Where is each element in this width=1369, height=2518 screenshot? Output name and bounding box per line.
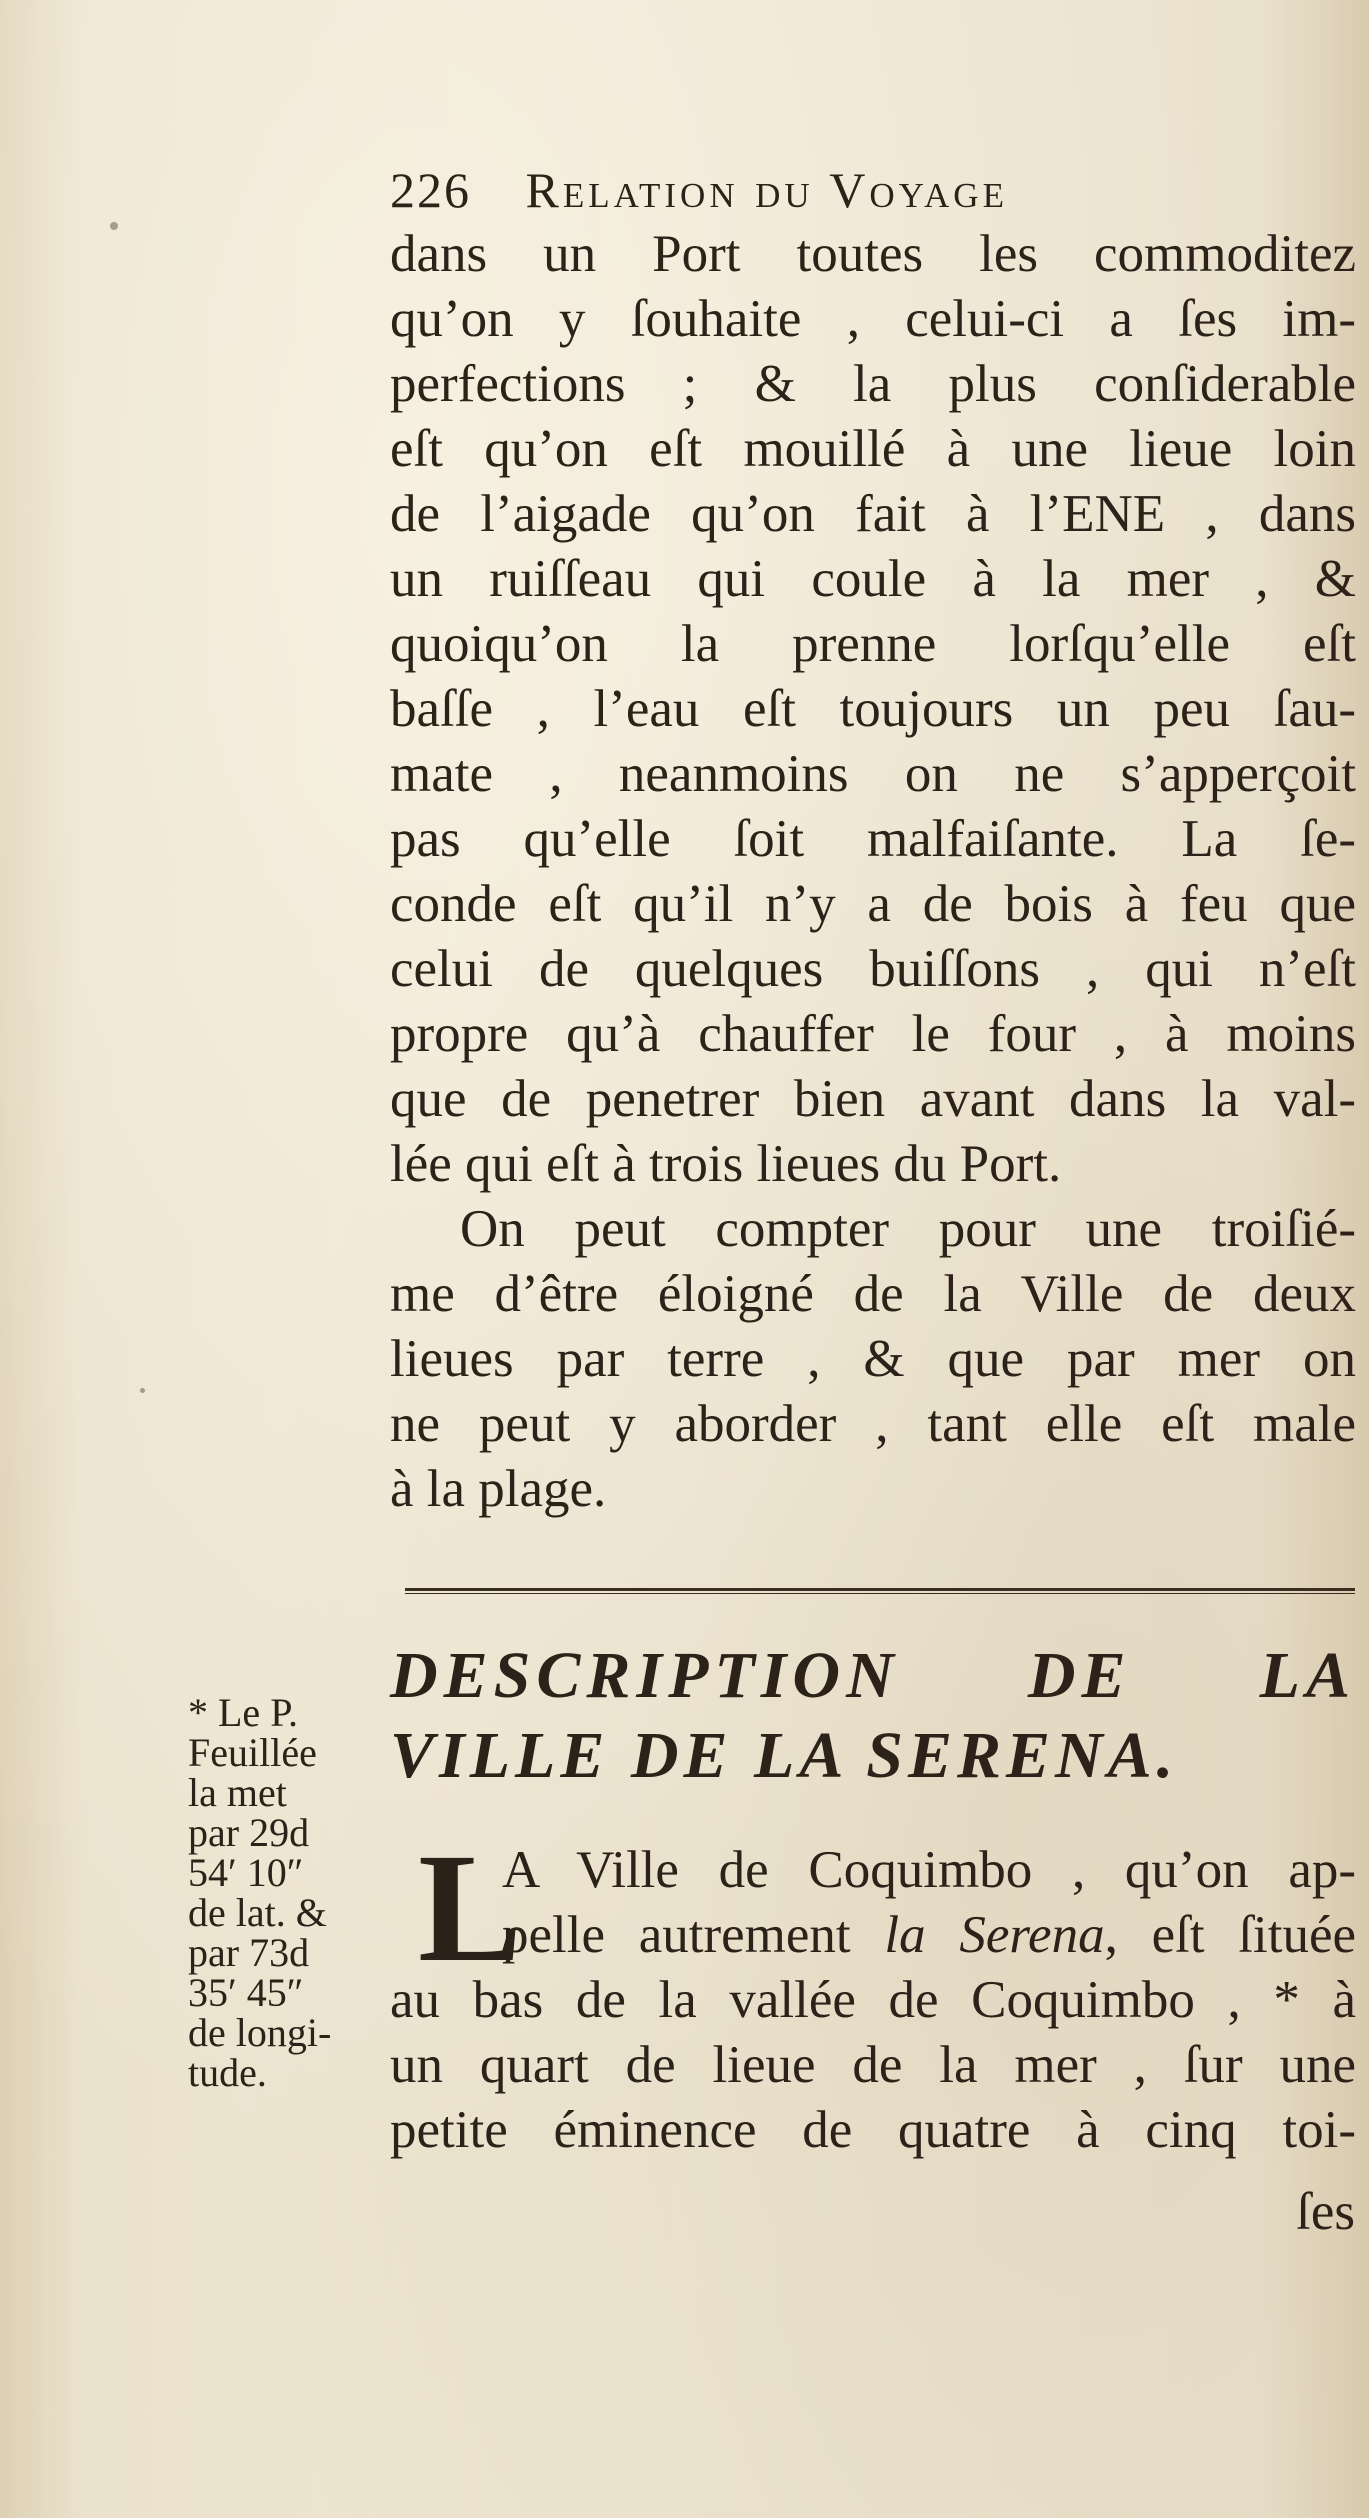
drop-cap: L bbox=[418, 1821, 523, 1994]
text-line: petite éminence de quatre à cinq toi- bbox=[390, 2101, 1356, 2159]
heading-line: VILLE DE LA SERENA. bbox=[390, 1719, 1179, 1792]
text-run: , eſt ſituée bbox=[1104, 1906, 1356, 1964]
margin-note-line: * Le P. bbox=[188, 1690, 298, 1735]
text-line: perfections ; & la plus conſiderable bbox=[390, 355, 1356, 413]
margin-note-line: de longi- bbox=[188, 2010, 332, 2055]
margin-note-line: Feuillée bbox=[188, 1730, 317, 1775]
text-run: pelle autrement bbox=[502, 1906, 885, 1964]
text-line: conde eſt qu’il n’y a de bois à feu que bbox=[390, 875, 1356, 933]
margin-note-line: la met bbox=[188, 1770, 287, 1815]
text-line: un ruiſſeau qui coule à la mer , & bbox=[390, 550, 1356, 608]
text-line: à la plage. bbox=[390, 1460, 607, 1518]
text-line: au bas de la vallée de Coquimbo , * à bbox=[390, 1971, 1356, 2029]
margin-note-line: par 29d bbox=[188, 1810, 310, 1855]
text-line: eſt qu’on eſt mouillé à une lieue loin bbox=[390, 420, 1356, 478]
margin-note-line: 54′ 10″ bbox=[188, 1850, 304, 1895]
margin-note-line: par 73d bbox=[188, 1930, 310, 1975]
margin-note-line: 35′ 45″ bbox=[188, 1970, 304, 2015]
text-line: lée qui eſt à trois lieues du Port. bbox=[390, 1135, 1062, 1193]
text-line: quoiqu’on la prenne lorſqu’elle eſt bbox=[390, 615, 1356, 673]
text-line: propre qu’à chauffer le four , à moins bbox=[390, 1005, 1356, 1063]
margin-note-line: tude. bbox=[188, 2050, 267, 2095]
text-line bbox=[390, 1903, 1356, 1968]
description-paragraph bbox=[390, 1821, 1356, 2163]
margin-note bbox=[188, 1690, 378, 2095]
text-line: pas qu’elle ſoit malfaiſante. La ſe- bbox=[390, 810, 1356, 868]
text-line: un quart de lieue de la mer , ſur une bbox=[390, 2036, 1356, 2094]
running-head bbox=[390, 158, 1350, 222]
text-line: ne peut y aborder , tant elle eſt male bbox=[390, 1395, 1356, 1453]
text-line: celui de quelques buiſſons , qui n’eſt bbox=[390, 940, 1356, 998]
text-line: me d’être éloigné de la Ville de deux bbox=[390, 1265, 1356, 1323]
ink-speck bbox=[140, 1388, 145, 1393]
text-line: que de penetrer bien avant dans la val- bbox=[390, 1070, 1356, 1128]
section-divider bbox=[405, 1588, 1355, 1594]
section-heading bbox=[390, 1636, 1356, 1796]
catchword: ſes bbox=[1296, 2183, 1355, 2241]
text-line: A Ville de Coquimbo , qu’on ap- bbox=[502, 1841, 1356, 1899]
running-title: Relation du Voyage bbox=[525, 162, 1008, 218]
text-line: lieues par terre , & que par mer on bbox=[390, 1330, 1356, 1388]
italic-place-name: la Serena bbox=[884, 1906, 1105, 1964]
text-line: dans un Port toutes les commoditez bbox=[390, 225, 1356, 283]
text-line: qu’on y ſouhaite , celui-ci a ſes im- bbox=[390, 290, 1356, 348]
text-line: de l’aigade qu’on fait à l’ENE , dans bbox=[390, 485, 1356, 543]
text-line: baſſe , l’eau eſt toujours un peu ſau- bbox=[390, 680, 1356, 738]
page-number: 226 bbox=[390, 162, 471, 218]
text-line: mate , neanmoins on ne s’apperçoit bbox=[390, 745, 1356, 803]
heading-line: DESCRIPTION DE LA bbox=[390, 1639, 1356, 1712]
text-line: On peut compter pour une troiſié- bbox=[460, 1200, 1356, 1258]
margin-note-line: de lat. & bbox=[188, 1890, 327, 1935]
ink-speck bbox=[110, 222, 118, 230]
body-text bbox=[390, 222, 1356, 1522]
